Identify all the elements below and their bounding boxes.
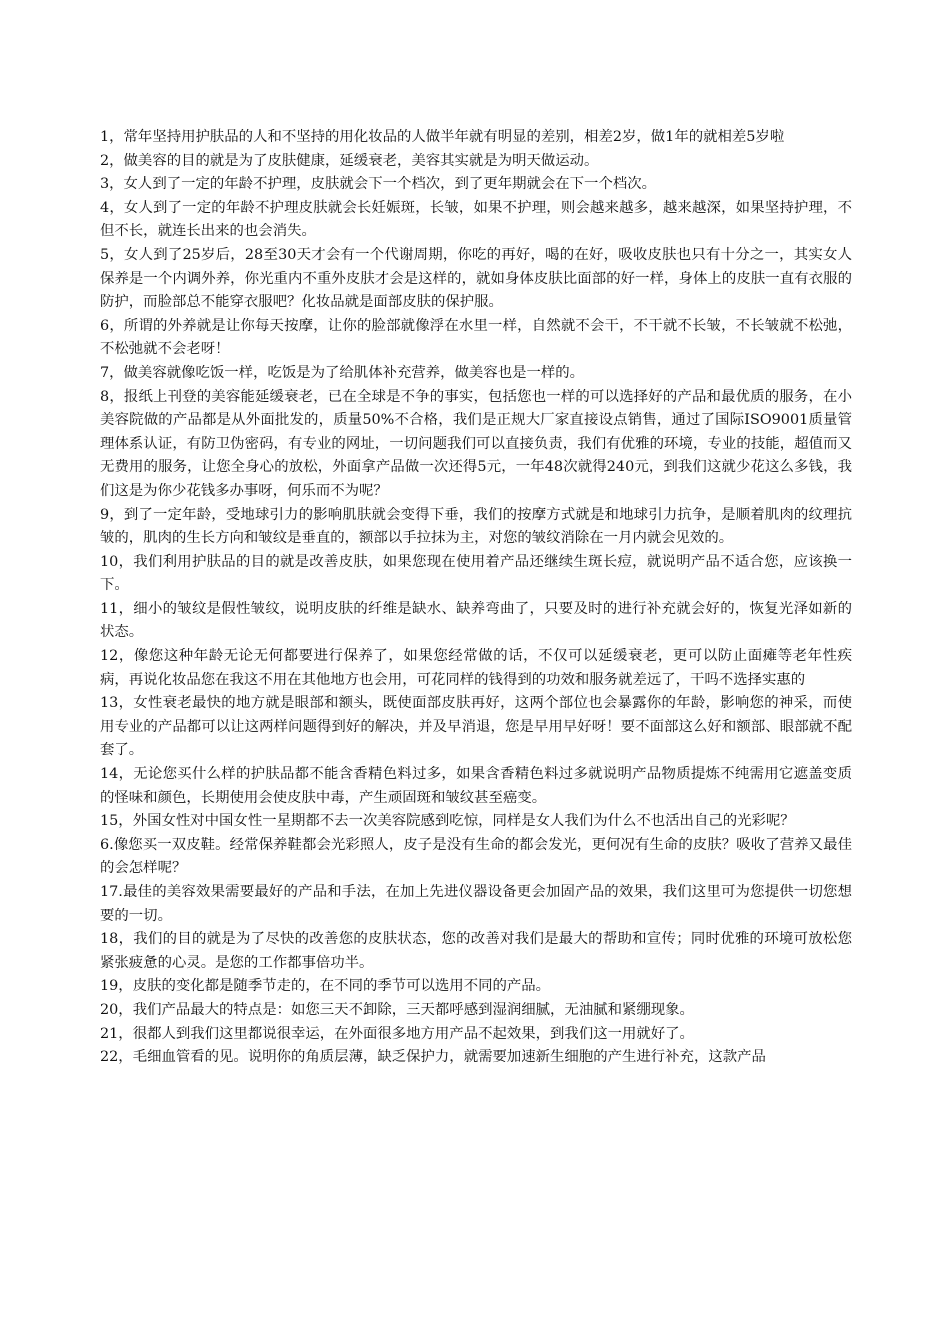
- paragraph-18: 18，我们的目的就是为了尽快的改善您的皮肤状态，您的改善对我们是最大的帮助和宣传；同时优雅的环境可放松您紧张疲惫的心灵。是您的工作都事倍功半。: [100, 931, 852, 971]
- paragraph-12: 12，像您这种年龄无论无何都要进行保养了，如果您经常做的话，不仅可以延缓衰老，更可以防止面瘫等老年性疾病，再说化妆品您在我这不用在其他地方也会用，可花同样的钱得到的功效和服务就差远了，干吗不选择实惠的: [100, 648, 852, 688]
- paragraph-2: 2，做美容的目的就是为了皮肤健康，延缓衰老，美容其实就是为明天做运动。: [100, 152, 599, 169]
- paragraph-13: 13，女性衰老最快的地方就是眼部和额头，既使面部皮肤再好，这两个部位也会暴露你的年龄，影响您的神采，而使用专业的产品都可以让这两样问题得到好的解决，并及早消退，您是早用早好呀！要不面部这么好和额部、眼部就不配套了。: [100, 695, 852, 759]
- paragraph-4: 4，女人到了一定的年龄不护理皮肤就会长妊娠斑，长皱，如果不护理，则会越来越多，越来越深，如果坚持护理，不但不长，就连长出来的也会消失。: [100, 199, 852, 240]
- paragraph-8: 8，报纸上刊登的美容能延缓衰老，已在全球是不争的事实，包括您也一样的可以选择好的产品和最优质的服务，在小美容院做的产品都是从外面批发的，质量50%不合格，我们是正规大厂家直接设点销售，通过了国际ISO9001质量管理体系认证，有防卫伪密码，有专业的网址，一切问题我们可以直接负责，我们有优雅的环境，专业的技能，超值而又无费用的服务，让您全身心的放松，外面拿产品做一次还得5元，一年48次就得240元，到我们这就少花这么多钱，我们这是为你少花钱多办事呀，何乐而不为呢？: [100, 388, 852, 499]
- paragraph-20: 20，我们产品最大的特点是：如您三天不卸除，三天都呼感到湿润细腻，无油腻和紧绷现象。: [100, 1001, 694, 1018]
- paragraph-10: 10，我们利用护肤品的目的就是改善皮肤，如果您现在使用着产品还继续生斑长痘，就说明产品不适合您，应该换一下。: [100, 553, 852, 594]
- paragraph-11: 11，细小的皱纹是假性皱纹，说明皮肤的纤维是缺水、缺养弯曲了，只要及时的进行补充就会好的，恢复光泽如新的状态。: [100, 600, 852, 641]
- paragraph-1: 1，常年坚持用护肤品的人和不坚持的用化妆品的人做半年就有明显的差别，相差2岁，做1年的就相差5岁啦: [100, 129, 785, 145]
- paragraph-17: 17.最佳的美容效果需要最好的产品和手法，在加上先进仪器设备更会加固产品的效果，我们这里可为您提供一切您想要的一切。: [100, 884, 852, 924]
- paragraph-3: 3，女人到了一定的年龄不护理，皮肤就会下一个档次，到了更年期就会在下一个档次。: [100, 176, 657, 193]
- paragraph-19: 19，皮肤的变化都是随季节走的，在不同的季节可以选用不同的产品。: [100, 978, 551, 995]
- paragraph-5: 5，女人到了25岁后，28至30天才会有一个代谢周期，你吃的再好，喝的在好，吸收皮肤也只有十分之一，其实女人保养是一个内调外养，你光重内不重外皮肤才会是这样的，就如身体皮肤比面部的好一样，身体上的皮肤一直有衣服的防护，而脸部总不能穿衣服吧？化妆品就是面部皮肤的保护服。: [100, 246, 852, 311]
- paragraph-21: 21，很都人到我们这里都说很幸运，在外面很多地方用产品不起效果，到我们这一用就好了。: [100, 1025, 694, 1042]
- paragraph-15: 15，外国女性对中国女性一星期都不去一次美容院感到吃惊，同样是女人我们为什么不也活出自己的光彩呢？: [100, 813, 795, 830]
- paragraph-22: 22，毛细血管看的见。说明你的角质层薄，缺乏保护力，就需要加速新生细胞的产生进行补充，这款产品: [100, 1049, 766, 1066]
- paragraph-9: 9，到了一定年龄，受地球引力的影响肌肤就会变得下垂，我们的按摩方式就是和地球引力抗争，是顺着肌肉的纹理抗皱的，肌肉的生长方向和皱纹是垂直的，额部以手拉抹为主，对您的皱纹消除在一月内就会见效的。: [100, 506, 852, 547]
- paragraph-6: 6，所谓的外养就是让你每天按摩，让你的脸部就像浮在水里一样，自然就不会干，不干就不长皱，不长皱就不松弛，不松弛就不会老呀！: [100, 317, 852, 358]
- document-body: [100, 126, 852, 1070]
- paragraph-16: 6.像您买一双皮鞋。经常保养鞋都会光彩照人，皮子是没有生命的都会发光，更何况有生命的皮肤？吸收了营养又最佳的会怎样呢？: [100, 836, 852, 877]
- paragraph-7: 7，做美容就像吃饭一样，吃饭是为了给肌体补充营养，做美容也是一样的。: [100, 364, 585, 381]
- paragraph-14: 14，无论您买什么样的护肤品都不能含香精色料过多，如果含香精色料过多就说明产品物质提炼不纯需用它遮盖变质的怪味和颜色，长期使用会使皮肤中毒，产生顽固斑和皱纹甚至癌变。: [100, 766, 852, 806]
